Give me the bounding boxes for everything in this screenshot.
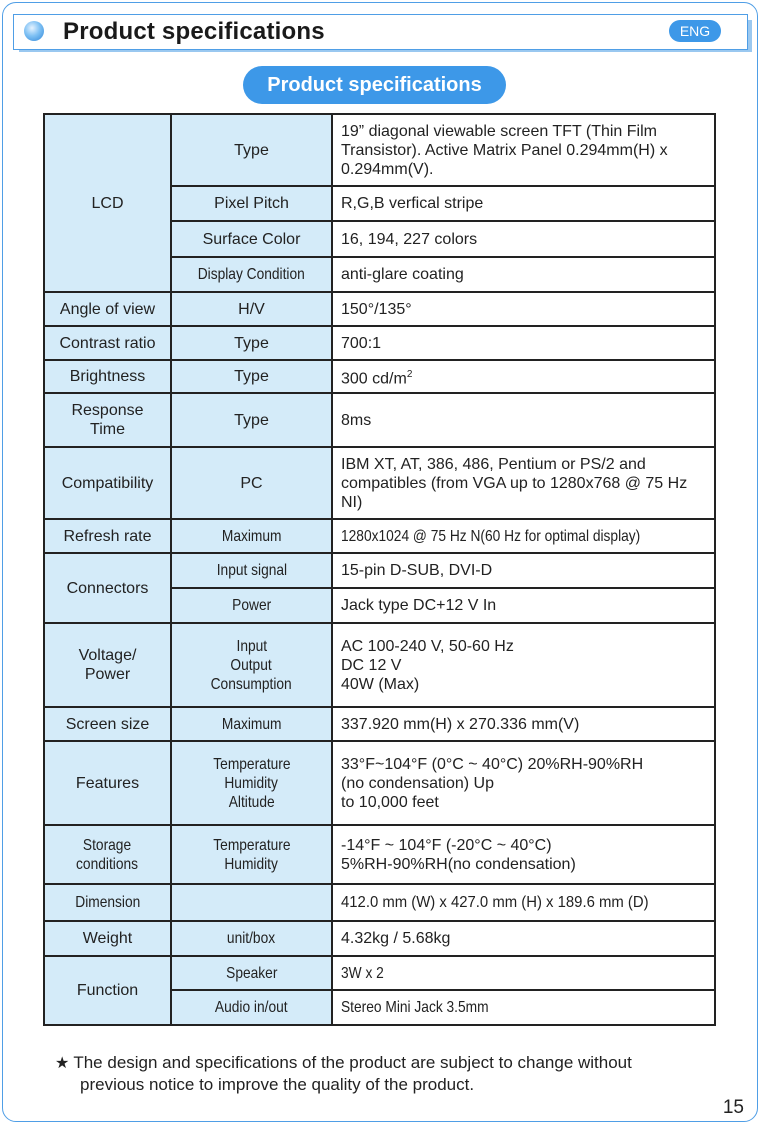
row-label-lcd: LCD: [44, 114, 171, 292]
sub-label-pc: PC: [171, 447, 332, 519]
row-label-screen-size: Screen size: [44, 707, 171, 741]
temperature-text: Temperature: [212, 755, 291, 773]
value-storage-temperature: -14°F ~ 104°F (-20°C ~ 40°C): [341, 836, 552, 854]
header-bar: [13, 14, 748, 50]
section-title: Product specifications: [243, 66, 506, 104]
value-features-temperature: 33°F~104°F (0°C ~ 40°C) 20%RH-90%RH: [341, 755, 644, 773]
sub-label-temperature: [172, 836, 331, 855]
value-power: Jack type DC+12 V In: [332, 588, 715, 623]
sub-label-output: [172, 656, 331, 675]
sub-label-storage: [171, 825, 332, 884]
sub-label-surface-color: Surface Color: [171, 221, 332, 257]
footnote: [55, 1052, 735, 1095]
value-response-time: 8ms: [332, 393, 715, 447]
row-label-brightness: Brightness: [44, 360, 171, 393]
storage-label-line2: [45, 855, 170, 874]
sub-label-speaker: [171, 956, 332, 990]
row-label-voltage-power: [44, 623, 171, 707]
input-text: Input: [236, 637, 267, 655]
sub-label-humidity: [172, 855, 331, 874]
table-row: [44, 393, 715, 447]
row-label-weight: Weight: [44, 921, 171, 956]
refresh-value-text: 1280x1024 @ 75 Hz N(60 Hz for optimal display): [341, 527, 641, 545]
value-lcd-type: 19” diagonal viewable screen TFT (Thin Film Transistor). Active Matrix Panel 0.294mm(H) x 0.294mm(V).: [332, 114, 715, 186]
page-title: Product specifications: [63, 18, 325, 45]
footnote-line1: The design and specifications of the product are subject to change without: [73, 1053, 632, 1072]
value-surface-color: 16, 194, 227 colors: [332, 221, 715, 257]
row-label-refresh-rate: Refresh rate: [44, 519, 171, 553]
sub-label-input: [172, 637, 331, 656]
row-label-function: Function: [44, 956, 171, 1025]
sub-label-features: [171, 741, 332, 825]
table-row: [44, 921, 715, 956]
bullet-icon: [24, 21, 44, 41]
altitude-text: Altitude: [228, 793, 275, 811]
dimension-value-text: 412.0 mm (W) x 427.0 mm (H) x 189.6 mm (D): [341, 894, 649, 911]
table-row: [44, 956, 715, 990]
value-voltage-output: DC 12 V: [341, 656, 402, 674]
brightness-value-text: 300 cd/m: [341, 370, 407, 388]
response-label-line2: Time: [90, 421, 125, 438]
voltage-label-line2: Power: [84, 666, 131, 683]
sub-label-input-signal: [171, 553, 332, 588]
unit-box-text: unit/box: [227, 930, 276, 947]
row-label-dimension: [44, 884, 171, 921]
sub-label-type: Type: [171, 114, 332, 186]
table-row: [44, 447, 715, 519]
table-row: [44, 825, 715, 884]
speaker-value-text: 3W x 2: [341, 964, 384, 982]
table-row: [44, 741, 715, 825]
table-row: [44, 623, 715, 707]
value-storage-humidity: 5%RH-90%RH(no condensation): [341, 855, 576, 873]
row-label-compatibility: Compatibility: [44, 447, 171, 519]
row-label-storage-conditions: [44, 825, 171, 884]
sub-label-audio: [171, 990, 332, 1025]
sub-label-voltage: [171, 623, 332, 707]
row-label-response-time: [44, 393, 171, 447]
input-signal-text: Input signal: [216, 562, 287, 579]
voltage-label-line1: Voltage/: [78, 647, 137, 664]
value-dimension: [332, 884, 715, 921]
table-row: [44, 519, 715, 553]
sub-label-type: Type: [171, 360, 332, 393]
value-contrast: 700:1: [332, 326, 715, 360]
temperature-text: Temperature: [212, 836, 291, 854]
row-label-features: Features: [44, 741, 171, 825]
sub-label-empty: [171, 884, 332, 921]
sub-label-consumption: [172, 675, 331, 694]
spec-table: [43, 113, 716, 1026]
value-compatibility: IBM XT, AT, 386, 486, Pentium or PS/2 and compatibles (from VGA up to 1280x768 @ 75 Hz NI): [332, 447, 715, 519]
value-storage: [332, 825, 715, 884]
sub-label-unit-box: [171, 921, 332, 956]
row-label-angle: Angle of view: [44, 292, 171, 326]
value-weight: 4.32kg / 5.68kg: [332, 921, 715, 956]
humidity-text: Humidity: [224, 855, 279, 873]
table-row: [44, 707, 715, 741]
value-brightness: [332, 360, 715, 393]
consumption-text: Consumption: [210, 675, 293, 693]
storage-text: Storage: [83, 836, 132, 854]
value-features-humidity: (no condensation) Up: [341, 774, 494, 792]
value-voltage-input: AC 100-240 V, 50-60 Hz: [341, 637, 514, 655]
value-input-signal: 15-pin D-SUB, DVI-D: [332, 553, 715, 588]
value-audio: [332, 990, 715, 1025]
table-row: [44, 360, 715, 393]
table-row: [44, 884, 715, 921]
value-pixel-pitch: R,G,B verfical stripe: [332, 186, 715, 221]
page-number: 15: [722, 1097, 744, 1118]
maximum-text: Maximum: [221, 715, 282, 733]
footnote-line2: previous notice to improve the quality of the product.: [80, 1075, 475, 1094]
value-features: [332, 741, 715, 825]
response-label-line1: Response: [71, 402, 144, 419]
display-condition-text: Display Condition: [197, 266, 306, 283]
value-voltage-consumption: 40W (Max): [341, 675, 420, 693]
power-text: Power: [231, 597, 271, 614]
row-label-connectors: Connectors: [44, 553, 171, 623]
maximum-text: Maximum: [221, 527, 282, 545]
table-row: [44, 114, 715, 186]
sub-label-display-condition: [171, 257, 332, 292]
value-display-condition: anti-glare coating: [332, 257, 715, 292]
table-row: [44, 292, 715, 326]
dimension-text: Dimension: [74, 894, 141, 911]
value-refresh-rate: [332, 519, 715, 553]
value-voltage: [332, 623, 715, 707]
sub-label-hv: H/V: [171, 292, 332, 326]
table-row: [44, 553, 715, 588]
storage-label-line1: [45, 836, 170, 855]
humidity-text: Humidity: [224, 774, 279, 792]
sub-label-maximum: [171, 519, 332, 553]
value-angle: 150°/135°: [332, 292, 715, 326]
audio-value-text: Stereo Mini Jack 3.5mm: [341, 999, 489, 1016]
table-row: [44, 326, 715, 360]
language-badge: ENG: [669, 20, 721, 42]
value-screen-size: 337.920 mm(H) x 270.336 mm(V): [332, 707, 715, 741]
star-icon: ★: [55, 1055, 70, 1072]
sub-label-power: [171, 588, 332, 623]
value-speaker: [332, 956, 715, 990]
header-shadow-right: [748, 20, 752, 52]
brightness-unit-superscript: 2: [406, 368, 413, 380]
speaker-text: Speaker: [225, 964, 278, 982]
sub-label-humidity: [172, 774, 331, 793]
value-features-altitude: to 10,000 feet: [341, 793, 439, 811]
audio-text: Audio in/out: [215, 999, 288, 1016]
sub-label-pixel-pitch: Pixel Pitch: [171, 186, 332, 221]
sub-label-type: Type: [171, 393, 332, 447]
sub-label-temperature: [172, 755, 331, 774]
sub-label-altitude: [172, 793, 331, 812]
sub-label-type: Type: [171, 326, 332, 360]
conditions-text: conditions: [76, 855, 139, 873]
row-label-contrast: Contrast ratio: [44, 326, 171, 360]
sub-label-maximum: [171, 707, 332, 741]
output-text: Output: [230, 656, 273, 674]
